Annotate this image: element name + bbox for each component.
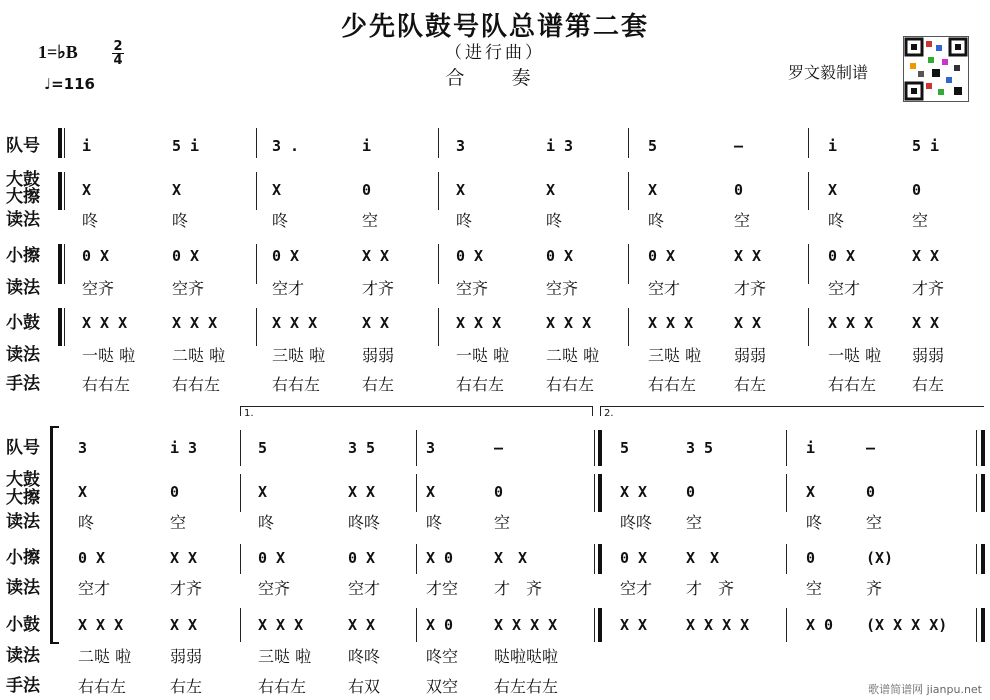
cymbal-note: 0 X	[456, 247, 484, 265]
snare-reading-text: 咚咚	[348, 647, 381, 666]
bass-drum-note: X	[806, 483, 816, 501]
bass-reading-text: 咚	[78, 513, 95, 532]
repeat-end-bar-thick	[598, 544, 602, 574]
trumpet-note: i	[82, 137, 92, 155]
snare-reading-text: 弱弱	[912, 346, 945, 365]
trumpet-note: 3 5	[348, 439, 376, 457]
qr-code-image	[903, 36, 969, 102]
snare-note: X X X	[78, 616, 124, 634]
snare-note: X X X	[648, 314, 694, 332]
cymbal-reading-text: 才 齐	[686, 579, 735, 598]
bass-drum-note: 0	[494, 483, 504, 501]
hand-text: 右右左	[78, 677, 127, 696]
barline	[786, 544, 787, 574]
trumpet-note: 3	[78, 439, 88, 457]
bass-drum-note: X	[426, 483, 436, 501]
snare-note: X X	[170, 616, 198, 634]
repeat-end-bar	[594, 430, 595, 466]
barline	[628, 308, 629, 346]
bass-reading-text: 咚	[172, 211, 189, 230]
snare-reading-text: 哒啦哒啦	[494, 647, 559, 666]
bass-drum-note: X	[648, 181, 658, 199]
snare-reading-text: 一哒 啦	[82, 346, 136, 365]
snare-reading-text: 三哒 啦	[648, 346, 702, 365]
bass-reading-text: 咚咚	[620, 513, 653, 532]
tempo-mark: ♩=116	[44, 75, 95, 93]
hand-text: 右左	[912, 375, 945, 394]
bass-drum-note: X	[82, 181, 92, 199]
trumpet-note: i 3	[546, 137, 574, 155]
row-label-snare: 小鼓	[6, 615, 40, 635]
trumpet-note: 5	[620, 439, 630, 457]
snare-reading-text: 三哒 啦	[272, 346, 326, 365]
repeat-end-bar	[594, 474, 595, 512]
trumpet-note: 5	[258, 439, 268, 457]
cymbal-note: 0 X	[82, 247, 110, 265]
bass-reading-text: 咚	[272, 211, 289, 230]
hand-text: 右右左	[258, 677, 307, 696]
row-label-reading: 读法	[6, 578, 40, 598]
barline	[786, 474, 787, 512]
bass-reading-text: 空	[494, 513, 511, 532]
trumpet-note: 3 .	[272, 137, 300, 155]
row-label-bass-drum: 大鼓	[6, 470, 40, 490]
bass-drum-note: 0	[686, 483, 696, 501]
barline	[256, 308, 257, 346]
cymbal-note: 0	[806, 549, 816, 567]
trumpet-note: 5	[648, 137, 658, 155]
trumpet-note: 3	[426, 439, 436, 457]
snare-reading-text: 二哒 啦	[172, 346, 226, 365]
hand-text: 右右左	[546, 375, 595, 394]
snare-note: X X X	[546, 314, 592, 332]
repeat-end-bar	[594, 608, 595, 642]
row-label-trumpet: 队号	[6, 438, 40, 458]
barline	[438, 244, 439, 284]
cymbal-note: X X	[734, 247, 762, 265]
repeat-end-bar-thick	[598, 474, 602, 512]
trumpet-note: 5 i	[172, 137, 200, 155]
left-double-bar-thin	[64, 172, 65, 210]
bass-drum-note: X	[828, 181, 838, 199]
cymbal-reading-text: 才空	[426, 579, 459, 598]
cymbal-reading-text: 齐	[866, 579, 883, 598]
trumpet-note: 3	[456, 137, 466, 155]
barline	[808, 172, 809, 210]
snare-note: X X X	[258, 616, 304, 634]
cymbal-note: X X	[494, 549, 528, 567]
trumpet-note: i	[828, 137, 838, 155]
snare-reading-text: 一哒 啦	[828, 346, 882, 365]
time-denominator: 4	[113, 53, 123, 68]
final-bar-thick	[981, 544, 985, 574]
final-bar-thin	[976, 474, 977, 512]
bass-drum-note: X X	[348, 483, 376, 501]
snare-note: X X X X	[494, 616, 558, 634]
barline	[240, 608, 241, 642]
time-numerator: 2	[113, 39, 123, 54]
left-double-bar	[58, 172, 62, 210]
bass-reading-text: 空	[866, 513, 883, 532]
cymbal-reading-text: 才齐	[734, 279, 767, 298]
left-double-bar-thin	[64, 128, 65, 158]
cymbal-reading-text: 空才	[348, 579, 381, 598]
barline	[808, 244, 809, 284]
row-label-reading: 读法	[6, 512, 40, 532]
row-label-cymbal: 小擦	[6, 548, 40, 568]
bass-reading-text: 空	[734, 211, 751, 230]
barline	[416, 608, 417, 642]
snare-reading-text: 二哒 啦	[546, 346, 600, 365]
bass-reading-text: 咚	[648, 211, 665, 230]
bass-reading-text: 空	[170, 513, 187, 532]
hand-text: 右右左	[648, 375, 697, 394]
barline	[786, 430, 787, 466]
barline	[628, 244, 629, 284]
trumpet-note: –	[734, 137, 744, 155]
barline	[628, 128, 629, 158]
row-label-hand: 手法	[6, 676, 40, 696]
repeat-end-bar	[594, 544, 595, 574]
barline	[256, 128, 257, 158]
trumpet-note: –	[866, 439, 876, 457]
row-label-bass-cymbal: 大擦	[6, 187, 40, 207]
repeat-end-bar-thick	[598, 430, 602, 466]
cymbal-note: 0 X	[78, 549, 106, 567]
left-double-bar	[58, 308, 62, 346]
cymbal-reading-text: 空才	[78, 579, 111, 598]
snare-note: X X X	[456, 314, 502, 332]
cymbal-reading-text: 才 齐	[494, 579, 543, 598]
cymbal-reading-text: 空才	[648, 279, 681, 298]
final-bar-thick	[981, 474, 985, 512]
arranger-credit: 罗文毅制谱	[788, 63, 869, 82]
barline	[438, 308, 439, 346]
repeat-end-bar-thick	[598, 608, 602, 642]
final-bar-thin	[976, 430, 977, 466]
cymbal-reading-text: 空齐	[456, 279, 489, 298]
snare-note: X X	[348, 616, 376, 634]
cymbal-reading-text: 空齐	[546, 279, 579, 298]
cymbal-note: X X	[362, 247, 390, 265]
snare-note: X X X	[828, 314, 874, 332]
hand-text: 右右左	[456, 375, 505, 394]
trumpet-note: i	[806, 439, 816, 457]
trumpet-note: i 3	[170, 439, 198, 457]
barline	[416, 544, 417, 574]
hand-text: 右左	[734, 375, 767, 394]
snare-reading-text: 弱弱	[362, 346, 395, 365]
key-signature: 1=♭B	[38, 42, 78, 62]
snare-note: X X	[620, 616, 648, 634]
cymbal-reading-text: 空齐	[82, 279, 115, 298]
bass-reading-text: 咚	[82, 211, 99, 230]
row-label-reading: 读法	[6, 345, 40, 365]
snare-note: (X X X X)	[866, 616, 948, 634]
row-label-reading: 读法	[6, 278, 40, 298]
bass-drum-note: 0	[170, 483, 180, 501]
cymbal-note: 0 X	[546, 247, 574, 265]
bass-reading-text: 空	[686, 513, 703, 532]
score-subtitle: （进行曲）	[445, 43, 545, 63]
snare-note: X X X	[172, 314, 218, 332]
row-label-cymbal: 小擦	[6, 246, 40, 266]
hand-text: 右左	[362, 375, 395, 394]
snare-note: X X	[734, 314, 762, 332]
barline	[438, 128, 439, 158]
cymbal-note: 0 X	[828, 247, 856, 265]
volta-2-line	[600, 406, 984, 407]
system-bracket	[50, 426, 59, 644]
bass-reading-text: 咚	[258, 513, 275, 532]
bass-drum-note: X	[258, 483, 268, 501]
barline	[256, 172, 257, 210]
hand-text: 右右左	[828, 375, 877, 394]
ensemble-label: 合 奏	[445, 67, 545, 89]
cymbal-reading-text: 才齐	[170, 579, 203, 598]
bass-reading-text: 咚	[828, 211, 845, 230]
cymbal-note: 0 X	[172, 247, 200, 265]
cymbal-reading-text: 空才	[828, 279, 861, 298]
hand-text: 右右左	[82, 375, 131, 394]
time-signature	[112, 40, 124, 67]
cymbal-note: 0 X	[620, 549, 648, 567]
barline	[240, 430, 241, 466]
volta-1-right	[592, 406, 593, 416]
row-label-trumpet: 队号	[6, 136, 40, 156]
hand-text: 右双	[348, 677, 381, 696]
left-double-bar-thin	[64, 308, 65, 346]
cymbal-note: X X	[170, 549, 198, 567]
row-label-bass-cymbal: 大擦	[6, 488, 40, 508]
bass-drum-note: 0	[912, 181, 922, 199]
snare-note: X 0	[426, 616, 454, 634]
volta-1-line	[240, 406, 592, 407]
row-label-hand: 手法	[6, 374, 40, 394]
final-bar-thin	[976, 608, 977, 642]
hand-text: 右右左	[172, 375, 221, 394]
left-double-bar	[58, 244, 62, 284]
row-label-reading: 读法	[6, 210, 40, 230]
hand-text: 右左右左	[494, 677, 559, 696]
barline	[438, 172, 439, 210]
hand-text: 双空	[426, 677, 459, 696]
final-bar-thick	[981, 430, 985, 466]
bass-reading-text: 咚咚	[348, 513, 381, 532]
trumpet-note: 5 i	[912, 137, 940, 155]
final-bar-thin	[976, 544, 977, 574]
bass-drum-note: X	[456, 181, 466, 199]
bass-drum-note: X	[172, 181, 182, 199]
left-double-bar-thin	[64, 244, 65, 284]
row-label-reading: 读法	[6, 646, 40, 666]
barline	[416, 430, 417, 466]
volta-2-left	[600, 406, 601, 416]
cymbal-note: X X	[912, 247, 940, 265]
cymbal-reading-text: 才齐	[912, 279, 945, 298]
bass-reading-text: 空	[912, 211, 929, 230]
barline	[628, 172, 629, 210]
cymbal-reading-text: 空齐	[258, 579, 291, 598]
barline	[808, 308, 809, 346]
cymbal-note: (X)	[866, 549, 894, 567]
cymbal-reading-text: 空齐	[172, 279, 205, 298]
hand-text: 右右左	[272, 375, 321, 394]
snare-note: X X X X	[686, 616, 750, 634]
bass-drum-note: 0	[734, 181, 744, 199]
trumpet-note: –	[494, 439, 504, 457]
barline	[240, 474, 241, 512]
cymbal-reading-text: 空才	[272, 279, 305, 298]
bass-reading-text: 咚	[806, 513, 823, 532]
final-bar-thick	[981, 608, 985, 642]
snare-reading-text: 弱弱	[170, 647, 203, 666]
row-label-snare: 小鼓	[6, 313, 40, 333]
volta-2-label: 2.	[604, 408, 614, 419]
cymbal-reading-text: 空才	[620, 579, 653, 598]
bass-drum-note: X	[78, 483, 88, 501]
hand-text: 右左	[170, 677, 203, 696]
bass-drum-note: 0	[362, 181, 372, 199]
cymbal-note: 0 X	[258, 549, 286, 567]
snare-reading-text: 弱弱	[734, 346, 767, 365]
bass-drum-note: X	[272, 181, 282, 199]
snare-note: X 0	[806, 616, 834, 634]
cymbal-reading-text: 空	[806, 579, 823, 598]
snare-reading-text: 三哒 啦	[258, 647, 312, 666]
trumpet-note: i	[362, 137, 372, 155]
snare-note: X X	[912, 314, 940, 332]
snare-note: X X X	[82, 314, 128, 332]
bass-drum-note: X X	[620, 483, 648, 501]
cymbal-note: 0 X	[272, 247, 300, 265]
watermark: 歌谱简谱网 jianpu.net	[868, 683, 982, 696]
snare-reading-text: 二哒 啦	[78, 647, 132, 666]
trumpet-note: 3 5	[686, 439, 714, 457]
snare-reading-text: 一哒 啦	[456, 346, 510, 365]
cymbal-reading-text: 才齐	[362, 279, 395, 298]
cymbal-note: 0 X	[348, 549, 376, 567]
bass-reading-text: 咚	[546, 211, 563, 230]
cymbal-note: 0 X	[648, 247, 676, 265]
volta-1-label: 1.	[244, 408, 254, 419]
bass-reading-text: 咚	[426, 513, 443, 532]
score-title: 少先队鼓号队总谱第二套	[340, 12, 649, 42]
snare-note: X X X	[272, 314, 318, 332]
volta-1-left	[240, 406, 241, 416]
bass-reading-text: 咚	[456, 211, 473, 230]
snare-reading-text: 咚空	[426, 647, 459, 666]
left-double-bar	[58, 128, 62, 158]
barline	[416, 474, 417, 512]
barline	[786, 608, 787, 642]
row-label-bass-drum: 大鼓	[6, 170, 40, 190]
bass-drum-note: X	[546, 181, 556, 199]
cymbal-note: X X	[686, 549, 720, 567]
snare-note: X X	[362, 314, 390, 332]
cymbal-note: X 0	[426, 549, 454, 567]
barline	[240, 544, 241, 574]
bass-drum-note: 0	[866, 483, 876, 501]
barline	[256, 244, 257, 284]
bass-reading-text: 空	[362, 211, 379, 230]
barline	[808, 128, 809, 158]
